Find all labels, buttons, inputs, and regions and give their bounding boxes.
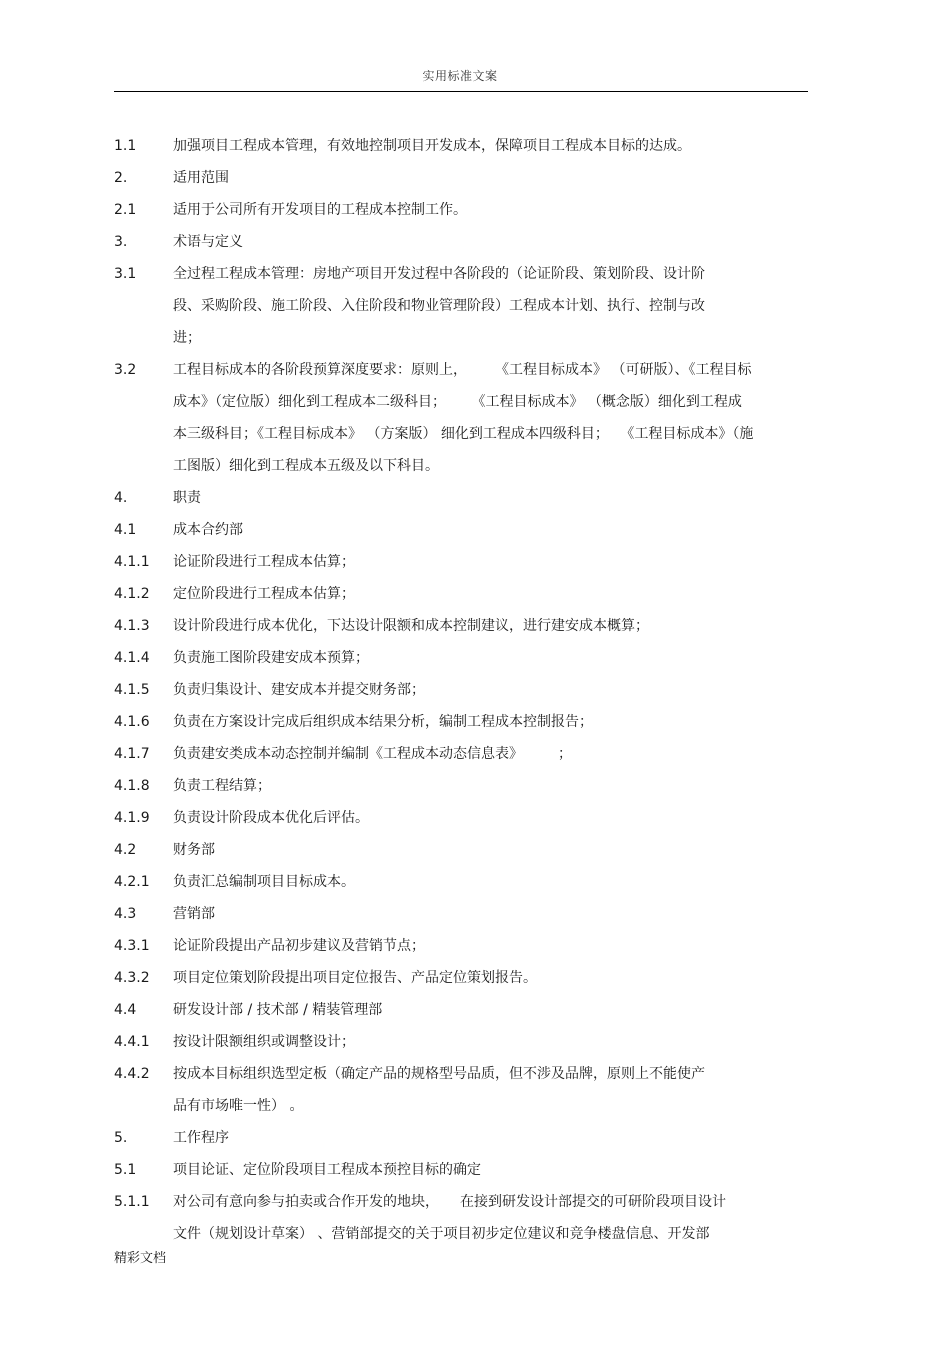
- section-text-line: 项目定位策划阶段提出项目定位报告、产品定位策划报告。: [173, 970, 537, 986]
- section-text-line: 品有市场唯一性） 。: [173, 1098, 304, 1114]
- section-text-line: 项目论证、定位阶段项目工程成本预控目标的确定: [173, 1162, 481, 1178]
- section-number: 5.1: [114, 1162, 137, 1178]
- section-number: 4.1.3: [114, 618, 150, 634]
- section-text-line: 加强项目工程成本管理，有效地控制项目开发成本，保障项目工程成本目标的达成。: [173, 138, 691, 154]
- header-title: 实用标准文案: [422, 69, 498, 83]
- section-text-line: 按设计限额组织或调整设计；: [173, 1034, 355, 1050]
- section-number: 3.1: [114, 266, 137, 282]
- section-number: 4.2: [114, 842, 137, 858]
- section-number: 4.4: [114, 1002, 137, 1018]
- section-text-line: 职责: [173, 490, 201, 506]
- section-text-line: 成本合约部: [173, 522, 243, 538]
- section-text-line: 全过程工程成本管理：房地产项目开发过程中各阶段的（论证阶段、策划阶段、设计阶: [173, 266, 705, 282]
- section-number: 5.1.1: [114, 1194, 150, 1210]
- section-number: 4.1.4: [114, 650, 150, 666]
- section-number: 5.: [114, 1130, 128, 1146]
- section-text-line: 负责归集设计、建安成本并提交财务部；: [173, 682, 425, 698]
- section-number: 2.: [114, 170, 128, 186]
- section-number: 4.3.2: [114, 970, 150, 986]
- section-text-line: 文件（规划设计草案） 、营销部提交的关于项目初步定位建议和竞争楼盘信息、开发部: [173, 1226, 710, 1242]
- section-text-line: 工程目标成本的各阶段预算深度要求：原则上， 《工程目标成本》 （可研版）、《工程目标: [173, 362, 752, 378]
- section-number: 4.1.9: [114, 810, 150, 826]
- section-text-line: 负责汇总编制项目目标成本。: [173, 874, 355, 890]
- section-number: 4.3: [114, 906, 137, 922]
- header-divider: [114, 91, 808, 92]
- section-text-line: 本三级科目；《工程目标成本》 （方案版） 细化到工程成本四级科目； 《工程目标成本》（施: [173, 426, 754, 442]
- section-number: 4.1.2: [114, 586, 150, 602]
- section-number: 4.: [114, 490, 128, 506]
- section-text-line: 负责设计阶段成本优化后评估。: [173, 810, 369, 826]
- section-text-line: 财务部: [173, 842, 215, 858]
- section-number: 1.1: [114, 138, 137, 154]
- section-number: 4.4.2: [114, 1066, 150, 1082]
- section-text-line: 成本》（定位版）细化到工程成本二级科目； 《工程目标成本》 （概念版）细化到工程成: [173, 394, 742, 410]
- section-number: 4.1.5: [114, 682, 150, 698]
- section-text-line: 负责施工图阶段建安成本预算；: [173, 650, 369, 666]
- footer-note: 精彩文档: [114, 1251, 167, 1266]
- section-text-line: 工图版）细化到工程成本五级及以下科目。: [173, 458, 439, 474]
- section-text-line: 负责建安类成本动态控制并编制《工程成本动态信息表》 ；: [173, 746, 572, 762]
- section-number: 4.4.1: [114, 1034, 150, 1050]
- section-text-line: 对公司有意向参与拍卖或合作开发的地块， 在接到研发设计部提交的可研阶段项目设计: [173, 1194, 726, 1210]
- section-text-line: 适用范围: [173, 170, 229, 186]
- section-number: 3.: [114, 234, 128, 250]
- section-text-line: 术语与定义: [173, 234, 243, 250]
- section-text-line: 段、采购阶段、施工阶段、入住阶段和物业管理阶段）工程成本计划、执行、控制与改: [173, 298, 705, 314]
- section-text-line: 论证阶段提出产品初步建议及营销节点；: [173, 938, 425, 954]
- section-number: 4.3.1: [114, 938, 150, 954]
- section-text-line: 适用于公司所有开发项目的工程成本控制工作。: [173, 202, 467, 218]
- section-number: 4.1.7: [114, 746, 150, 762]
- section-text-line: 论证阶段进行工程成本估算；: [173, 554, 355, 570]
- section-number: 4.1.6: [114, 714, 150, 730]
- section-number: 4.2.1: [114, 874, 150, 890]
- section-number: 4.1: [114, 522, 137, 538]
- section-number: 3.2: [114, 362, 137, 378]
- section-text-line: 负责工程结算；: [173, 778, 271, 794]
- section-text-line: 负责在方案设计完成后组织成本结果分析，编制工程成本控制报告；: [173, 714, 593, 730]
- section-number: 4.1.1: [114, 554, 150, 570]
- section-text-line: 定位阶段进行工程成本估算；: [173, 586, 355, 602]
- section-text-line: 进；: [173, 330, 201, 346]
- section-text-line: 研发设计部 / 技术部 / 精装管理部: [173, 1002, 383, 1018]
- section-text-line: 按成本目标组织选型定板（确定产品的规格型号品质，但不涉及品牌，原则上不能使产: [173, 1066, 705, 1082]
- section-number: 4.1.8: [114, 778, 150, 794]
- section-text-line: 营销部: [173, 906, 215, 922]
- section-text-line: 工作程序: [173, 1130, 229, 1146]
- section-text-line: 设计阶段进行成本优化，下达设计限额和成本控制建议，进行建安成本概算；: [173, 618, 649, 634]
- section-number: 2.1: [114, 202, 137, 218]
